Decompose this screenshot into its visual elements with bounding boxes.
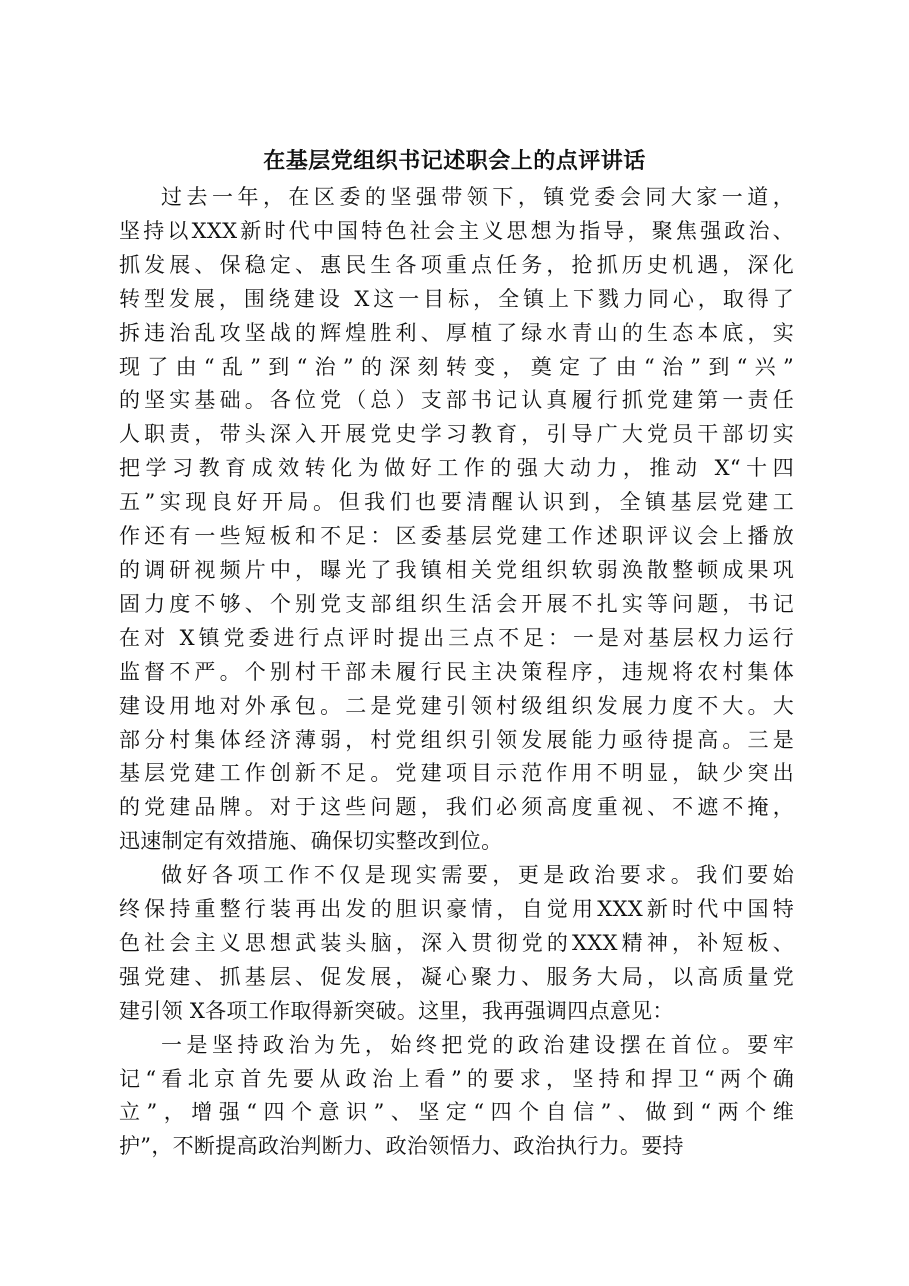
paragraph-line: 色社会主义思想武装头脑，深入贯彻党的XXX精神，补短板、 (119, 930, 794, 955)
paragraph-line: 做好各项工作不仅是现实需要，更是政治要求。我们要始 (161, 863, 794, 888)
paragraph-line: 建引领 X各项工作取得新突破。这里，我再强调四点意见： (119, 998, 674, 1023)
paragraph-line: 现了由“乱”到“治”的深刻转变，奠定了由“治”到“兴” (119, 354, 794, 379)
paragraph-line: 迅速制定有效措施、确保切实整改到位。 (119, 829, 503, 854)
paragraph-line: 强党建、抓基层、促发展，凝心聚力、服务大局，以高质量党 (119, 964, 794, 989)
paragraph-line: 一是坚持政治为先，始终把党的政治建设摆在首位。要牢 (161, 1032, 794, 1057)
paragraph-line: 记“看北京首先要从政治上看”的要求，坚持和捍卫“两个确 (119, 1066, 794, 1091)
document-body (119, 181, 794, 1164)
paragraph-line: 人职责，带头深入开展党史学习教育，引导广大党员干部切实 (119, 422, 794, 447)
paragraph-line: 建设用地对外承包。二是党建引领村级组织发展力度不大。大 (119, 693, 794, 718)
paragraph-line: 五”实现良好开局。但我们也要清醒认识到，全镇基层党建工 (119, 490, 794, 515)
paragraph-line: 固力度不够、个别党支部组织生活会开展不扎实等问题，书记 (119, 591, 794, 616)
paragraph-line: 部分村集体经济薄弱，村党组织引领发展能力亟待提高。三是 (119, 727, 794, 752)
paragraph-line: 监督不严。个别村干部未履行民主决策程序，违规将农村集体 (119, 659, 794, 684)
paragraph-line: 在对 X镇党委进行点评时提出三点不足：一是对基层权力运行 (119, 625, 794, 650)
paragraph-line: 终保持重整行装再出发的胆识豪情，自觉用XXX新时代中国特 (119, 897, 794, 922)
paragraph-line: 把学习教育成效转化为做好工作的强大动力，推动 X“十四 (119, 456, 794, 481)
paragraph-line: 拆违治乱攻坚战的辉煌胜利、厚植了绿水青山的生态本底，实 (119, 320, 794, 345)
paragraph-line: 过去一年，在区委的坚强带领下，镇党委会同大家一道， (161, 185, 794, 209)
paragraph (119, 1029, 794, 1165)
document-title: 在基层党组织书记述职会上的点评讲话 (263, 148, 646, 174)
paragraph-line: 转型发展，围绕建设 X这一目标，全镇上下戮力同心，取得了 (119, 286, 794, 311)
paragraph-line: 的坚实基础。各位党（总）支部书记认真履行抓党建第一责任 (119, 388, 794, 413)
paragraph-line: 的调研视频片中，曝光了我镇相关党组织软弱涣散整顿成果巩 (119, 557, 794, 582)
paragraph-line: 坚持以XXX新时代中国特色社会主义思想为指导，聚焦强政治、 (119, 218, 794, 243)
paragraph-line: 的党建品牌。对于这些问题，我们必须高度重视、不遮不掩， (119, 795, 794, 820)
paragraph-line: 基层党建工作创新不足。党建项目示范作用不明显，缺少突出 (119, 761, 794, 786)
paragraph-line: 抓发展、保稳定、惠民生各项重点任务，抢抓历史机遇，深化 (119, 252, 794, 277)
paragraph-line: 作还有一些短板和不足：区委基层党建工作述职评议会上播放 (119, 524, 794, 549)
paragraph (119, 181, 794, 859)
paragraph (119, 859, 794, 1029)
paragraph-line: 护”，不断提高政治判断力、政治领悟力、政治执行力。要持 (119, 1134, 684, 1159)
paragraph-line: 立”，增强“四个意识”、坚定“四个自信”、做到“两个维 (119, 1100, 794, 1125)
